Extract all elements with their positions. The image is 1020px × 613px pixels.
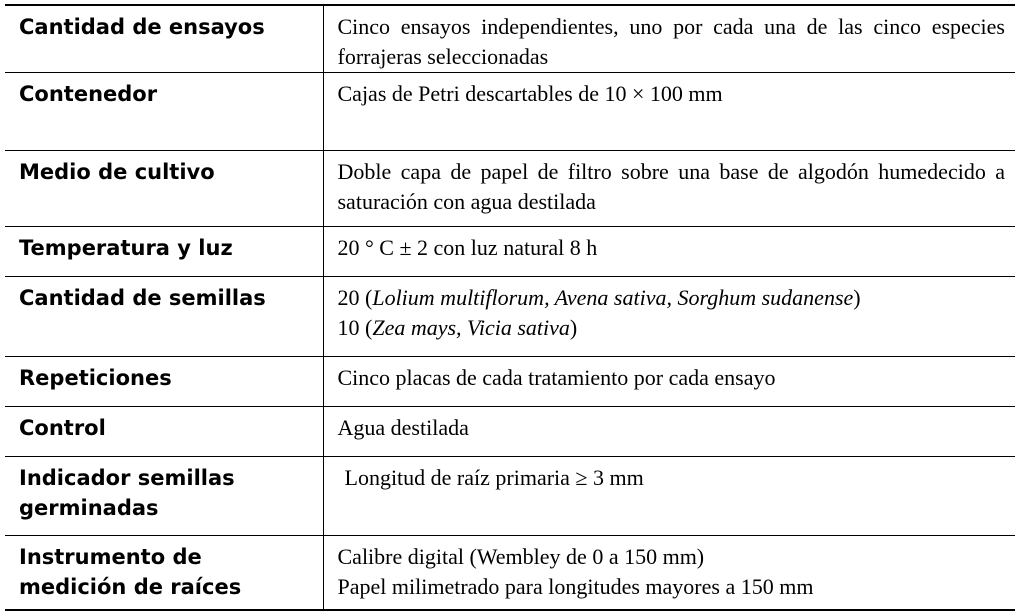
seed-species-2: Zea mays, Vicia sativa: [372, 315, 570, 340]
table-row: [5, 277, 1015, 357]
row-value-line-1: Calibre digital (Wembley de 0 a 150 mm): [337, 544, 705, 569]
table-row: [5, 151, 1015, 227]
row-label: Cantidad de ensayos: [5, 5, 323, 73]
table-row: [5, 227, 1015, 277]
table-row: [5, 457, 1015, 536]
row-value: Doble capa de papel de filtro sobre una base de algodón humedecido a saturación con agua destilada: [323, 151, 1015, 227]
table-row: [5, 357, 1015, 407]
row-value: Cinco placas de cada tratamiento por cada ensayo: [323, 357, 1015, 407]
table-row: [5, 536, 1015, 610]
seed-count-1: 20 (: [337, 285, 373, 310]
parameters-table: [5, 4, 1015, 611]
row-value: [323, 457, 1015, 536]
seed-species-1: Lolium multiflorum, Avena sativa, Sorghum sudanense: [372, 285, 854, 310]
seed-line-2: [338, 313, 1006, 343]
seed-count-2: 10 (: [337, 315, 373, 340]
row-label: Temperatura y luz: [5, 227, 323, 277]
row-value-line-2: Papel milimetrado para longitudes mayores a 150 mm: [337, 574, 814, 599]
row-value: [323, 536, 1015, 610]
row-label: Contenedor: [5, 73, 323, 151]
row-value: Cajas de Petri descartables de 10 × 100 mm: [323, 73, 1015, 151]
row-label-line-2: germinadas: [19, 496, 159, 520]
row-value: Cinco ensayos independientes, uno por cada una de las cinco especies forrajeras seleccionadas: [323, 5, 1015, 73]
row-value: 20 ° C ± 2 con luz natural 8 h: [323, 227, 1015, 277]
row-label-line-1: Indicador semillas: [19, 466, 235, 490]
row-value-text: Longitud de raíz primaria ≥ 3 mm: [344, 465, 644, 490]
seed-close-2: ): [569, 315, 578, 340]
row-label: Repeticiones: [5, 357, 323, 407]
row-value: Agua destilada: [323, 407, 1015, 457]
row-label: Medio de cultivo: [5, 151, 323, 227]
table-row: [5, 407, 1015, 457]
row-label: Cantidad de semillas: [5, 277, 323, 357]
row-label-line-1: Instrumento de: [19, 545, 202, 569]
row-label-line-2: medición de raíces: [19, 575, 242, 599]
table-row: [5, 5, 1015, 73]
row-label: [5, 457, 323, 536]
seed-line-1: [338, 283, 1006, 313]
seed-close-1: ): [853, 285, 861, 310]
row-label: Control: [5, 407, 323, 457]
row-value: [323, 277, 1015, 357]
table-row: [5, 73, 1015, 151]
row-label: [5, 536, 323, 610]
